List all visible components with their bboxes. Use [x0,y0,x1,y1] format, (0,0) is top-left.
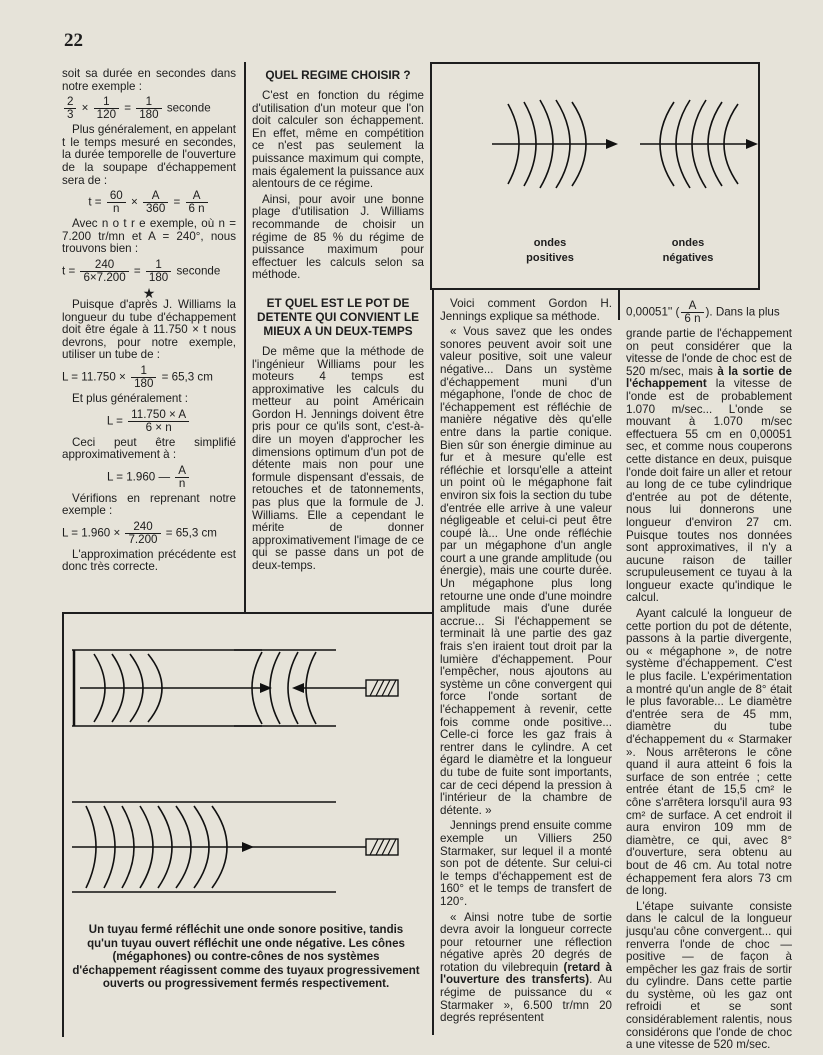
col3-paragraph-4: « Ainsi notre tube de sortie devra avoir la longueur correcte pour retourner une réflection négative après 20 degrés de rotation du vilebrequin (retard à l'ouverture des transferts). Au régime de puissance du « Starmaker », 6.500 tr/mn 20 degrés représentent [440,910,612,1025]
page-number: 22 [64,30,83,51]
col1-paragraph-4: Puisque d'après J. Williams la longueur du tube d'échappement doit être égale à 11.750 × t nous devrons, pour notre exemple, utiliser un tube de : [62,297,236,362]
heading-regime: QUEL REGIME CHOISIR ? [265,68,411,82]
wave-positive-arrowhead [606,139,618,149]
column-rule-2 [430,62,432,290]
figure-pipes [66,616,430,920]
figure-bottom-rule-top [62,612,432,614]
figure-caption: Un tuyau fermé réfléchit une onde sonore positive, tandis qu'un tuyau ouvert réfléchit une onde négative. Les cônes (mégaphones) ou contre-cônes de nos systèmes d'échappement réagissent comme des tuyaux progressivement ouverts ou progressivement fermés respectivement. [72,924,420,990]
label-positive-waves: ondes positives [526,237,574,264]
heading-pot-detente: ET QUEL EST LE POT DE DETENTE QUI CONVIENT LE MIEUX A UN DEUX-TEMPS [257,295,419,338]
equation-3: t = $\frac{240}{6\times 7.200}$ = $\frac{1}{180}$ seconde [62,257,221,284]
equation-1: $\frac{2}{3}$ × $\frac{1}{120}$ = $\frac{1}{180}$ seconde [62,96,236,121]
col1-paragraph-1: soit sa durée en secondes dans notre exemple : [62,67,236,93]
col3-paragraph-3: Jennings prend ensuite comme exemple un Villiers 250 Starmaker, sur lequel il a monté son pot de détente. Sur celui-ci le temps d'échappement est de 160° et le temps de transfert de 120°. [440,819,612,908]
equation-col4: 0,00051'' ( $\frac{A}{6 n}$ ). Dans la plus [626,299,780,325]
column-rule-3 [432,290,434,1035]
wave-negative-arrowhead [746,139,758,149]
column-4 [626,298,792,1055]
equation-7: L = 1.960 × $\frac{240}{7.200}$ = 65,3 cm [62,519,217,546]
col1-paragraph-2: Plus généralement, en appelant t le temps mesuré en secondes, la durée temporelle de l'ouverture de la soupape d'échappement sera de : [62,123,236,187]
label-negative-waves: ondes négatives [662,237,714,264]
col1-paragraph-8: L'approximation précédente est donc très correcte. [62,547,236,574]
col4-paragraph-2: Ayant calculé la longueur de cette portion du pot de détente, passons à la partie divergente, ou « mégaphone », de notre système d'échappement. C'est le plus facile. L'expérimentation a montré qu'un angle de 8° était le plus favorable... Le diamètre d'entrée sera de 45 mm, diamètre du tube d'échappement du « Starmaker ». Nous arrêterons le cône quand il aura atteint 6 fois la surface de son entrée ; cette entrée étant de 15,5 cm² le cône s'arrêtera lorsqu'il aura 93 cm² de surface. A cet endroit il aura environ 109 mm de diamètre, ce qui, avec 8° d'ouverture, sera obtenu au bout de 46 cm. Au total notre échappement fera alors 73 cm de long. [626,607,792,898]
col1-paragraph-3: Avec n o t r e exemple, où n = 7.200 tr/mn et A = 240°, nous trouvons bien : [62,217,236,256]
col2-paragraph-2: Ainsi, pour avoir une bonne plage d'utilisation J. Williams recommande de choisir un régime de 85 % du régime de puissance maximum pour effectuer les calculs selon sa méthode. [252,192,424,282]
equation-5: L = $\frac{11.750 \times A}{6 \times n}$ [62,409,236,434]
col1-paragraph-7: Vérifions en reprenant notre exemple : [62,491,236,518]
figure-bottom-rule-left [62,612,64,1037]
column-3 [440,298,612,1028]
col1-paragraph-6: Ceci peut être simplifié approximativement à : [62,435,236,462]
col2-paragraph-3: De même que la méthode de l'ingénieur Williams pour les moteurs 4 temps est approximative les calculs du metteur au point Américain Gordon H. Jennings doivent être pris pour ce qu'ils sont, c'est-à-dire un moyen d'approcher les dimensions optimum d'un pot de détente mais non pour une formule dispensant d'essais, de retouches et de tatonnements, pas plus que la formule de J. Williams. Elle a cependant le mérite de donner approximativement l'image de ce qui se passe dans un pot de deux-temps. [252,344,424,572]
column-rule-1 [244,62,246,612]
equation-2: t = $\frac{60}{n}$ × $\frac{A}{360}$ = $\frac{A}{6 n}$ [62,190,236,215]
column-1 [62,68,236,577]
col2-paragraph-1: C'est en fonction du régime d'utilisation d'un moteur que l'on doit calculer son échappement. En effet, même en compétition ce n'est pas seulement la puissance maximum qui compte, mais également la puissance aux alentours de ce régime. [252,89,424,191]
col4-paragraph-1: grande partie de l'échappement on peut considérer que la vitesse de l'onde de choc est de 520 m/sec, mais à la sortie de l'échappement la vitesse de l'onde est de probablement 1.070 m/sec... L'onde se mouvant à 1.070 m/sec effectuera 55 cm en 0,00051 sec, et comme nous couperons cette distance en deux, puisque l'onde doit faire un aller et retour au long de ce tube cylindrique d'entrée au pot de détente, nous lui donnerons une longueur d'environ 27 cm. Puisque toutes nos données sont approximatives, il n'y a aucune raison de tailler scrupuleusement ce tuyau à la longueur exacte qu'indique le calcul. [626,327,792,605]
column-2 [252,68,424,576]
star-separator: ★ [142,284,156,301]
col4-paragraph-3: L'étape suivante consiste dans le calcul de la longueur jusqu'au cône convergent... qui renverra l'onde de choc — positive — de façon à empêcher les gaz frais de sortir du cylindre. Dans cette partie du système, où les gaz ont refroidi et se sont considérablement ralentis, nous considérons que l'onde de choc a une vitesse de 520 m/sec. [626,899,792,1052]
equation-6: L = 1.960 — $\frac{A}{n}$ [62,465,236,490]
col1-paragraph-5: Et plus généralement : [72,391,189,405]
column-rule-4 [618,290,620,320]
col3-paragraph-1: Voici comment Gordon H. Jennings explique sa méthode. [440,297,612,323]
equation-4: L = 11.750 × $\frac{1}{180}$ = 65,3 cm [62,363,213,390]
col3-paragraph-2: « Vous savez que les ondes sonores peuvent avoir soit une valeur positive, soit une valeur négative... Dans un système d'échappement muni d'un mégaphone, l'onde de choc de l'échappement est réfléchie de manière négative dès qu'elle entre dans la partie conique. Bien sûr son énergie diminue au fur et à mesure qu'elle est réfléchie et lorsqu'elle a atteint un point où le mégaphone fait environ six fois la section du tube d'entrée elle arrive à une valeur négligeable et celui-ci peut être coupé là... Une onde réfléchie par un mégaphone d'un angle court a une grande amplitude (ou énergie), mais une courte durée. Un mégaphone plus long retourne une onde d'une moindre amplitude mais d'une durée accrue... Si l'échappement se terminait là une partie des gaz frais s'en iraient tout droit par la lumière d'échappement. Pour l'empêcher, nous ajoutons au système un cône convergent qui force l'onde sortant de l'échappement à revenir, cette fois comme onde positive... Celle-ci force les gaz frais à rentrer dans le cylindre. A cet égard le diamètre et la longueur du tube de fuite sont importants, car de ceci dépend la pression à l'intérieur de la chambre de détente. » [440,325,612,817]
figure-top-rule-bottom [430,288,760,290]
figure-top-rule-right [758,62,760,290]
